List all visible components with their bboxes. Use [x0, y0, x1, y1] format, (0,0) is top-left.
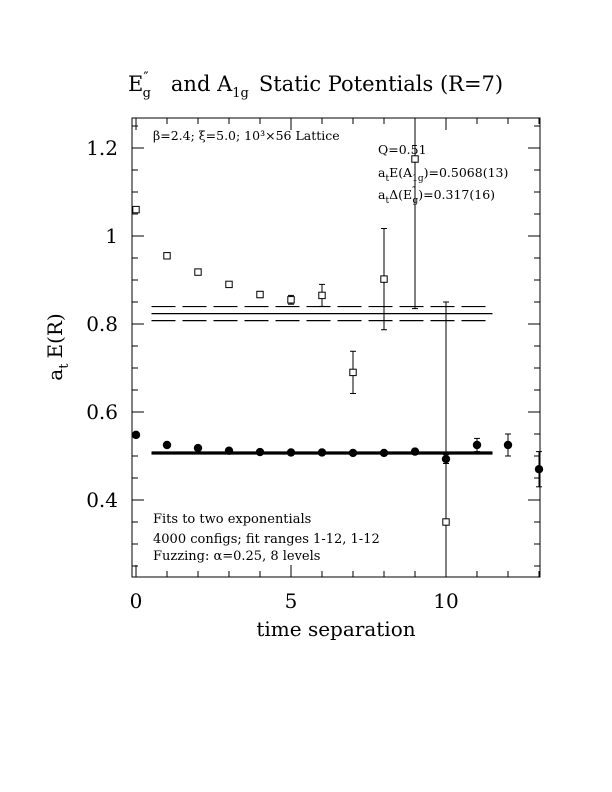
marker-circle	[380, 449, 388, 457]
marker-circle	[287, 448, 295, 456]
data-point	[287, 448, 295, 456]
annotation-a1g-energy: $a_tE(A_{1g})=0.5068(13)$	[378, 165, 509, 184]
annotation-gap: $a_t\Delta(E''$ g)=0.317(16)	[378, 186, 496, 206]
data-point	[381, 229, 387, 330]
marker-circle	[163, 441, 171, 449]
marker-square	[257, 291, 263, 297]
data-point	[164, 253, 170, 259]
x-axis-label: time separation	[256, 617, 416, 641]
data-point	[226, 281, 232, 287]
y-tick-label: 0.4	[86, 488, 118, 512]
data-point	[194, 444, 202, 452]
data-point	[535, 452, 543, 487]
data-point	[380, 449, 388, 457]
annotation-fuzzing: Fuzzing: α=0.25, 8 levels	[153, 549, 321, 564]
marker-square	[319, 292, 325, 298]
chart-title: E″ g and $A_{1g}$ Static Potentials (R=7)	[128, 70, 504, 101]
data-point	[411, 447, 419, 455]
data-point	[349, 449, 357, 457]
marker-square	[226, 281, 232, 287]
marker-circle	[411, 447, 419, 455]
data-point	[256, 448, 264, 456]
data-point	[132, 431, 140, 439]
data-point	[257, 291, 263, 297]
data-point	[163, 441, 171, 449]
data-point	[504, 434, 512, 456]
y-tick-label: 0.8	[86, 312, 118, 336]
marker-square	[350, 369, 356, 375]
data-point	[195, 269, 201, 275]
marker-circle	[504, 441, 512, 449]
y-tick-label: 1.2	[86, 136, 118, 160]
annotation-configs: 4000 configs; fit ranges 1-12, 1-12	[153, 532, 380, 547]
data-point	[288, 295, 294, 304]
x-tick-label: 10	[433, 589, 459, 613]
data-point	[473, 438, 481, 451]
marker-square	[195, 269, 201, 275]
data-point	[443, 302, 449, 577]
marker-circle	[473, 441, 481, 449]
data-point	[318, 448, 326, 456]
marker-circle	[256, 448, 264, 456]
data-point	[225, 447, 233, 455]
marker-circle	[318, 448, 326, 456]
marker-circle	[132, 431, 140, 439]
y-tick-label: 0.6	[86, 400, 118, 424]
y-axis-label: $a_tE(R)$	[43, 313, 72, 381]
marker-square	[443, 519, 449, 525]
annotation-q: Q=0.51	[378, 142, 427, 157]
marker-square	[133, 206, 139, 212]
fit-bands	[152, 307, 493, 453]
x-tick-label: 0	[129, 589, 143, 613]
marker-circle	[535, 465, 543, 473]
marker-square	[288, 297, 294, 303]
annotation-lattice: β=2.4; ξ=5.0; 10³×56 Lattice	[153, 128, 340, 143]
marker-circle	[442, 455, 450, 463]
marker-circle	[349, 449, 357, 457]
marker-circle	[225, 447, 233, 455]
data-point	[133, 206, 139, 212]
data-point	[319, 284, 325, 306]
data-point	[350, 351, 356, 393]
annotation-fits: Fits to two exponentials	[153, 512, 312, 527]
marker-circle	[194, 444, 202, 452]
x-tick-label: 5	[284, 589, 298, 613]
data-point	[442, 455, 450, 464]
marker-square	[381, 276, 387, 282]
marker-square	[164, 253, 170, 259]
y-tick-label: 1	[105, 224, 118, 248]
